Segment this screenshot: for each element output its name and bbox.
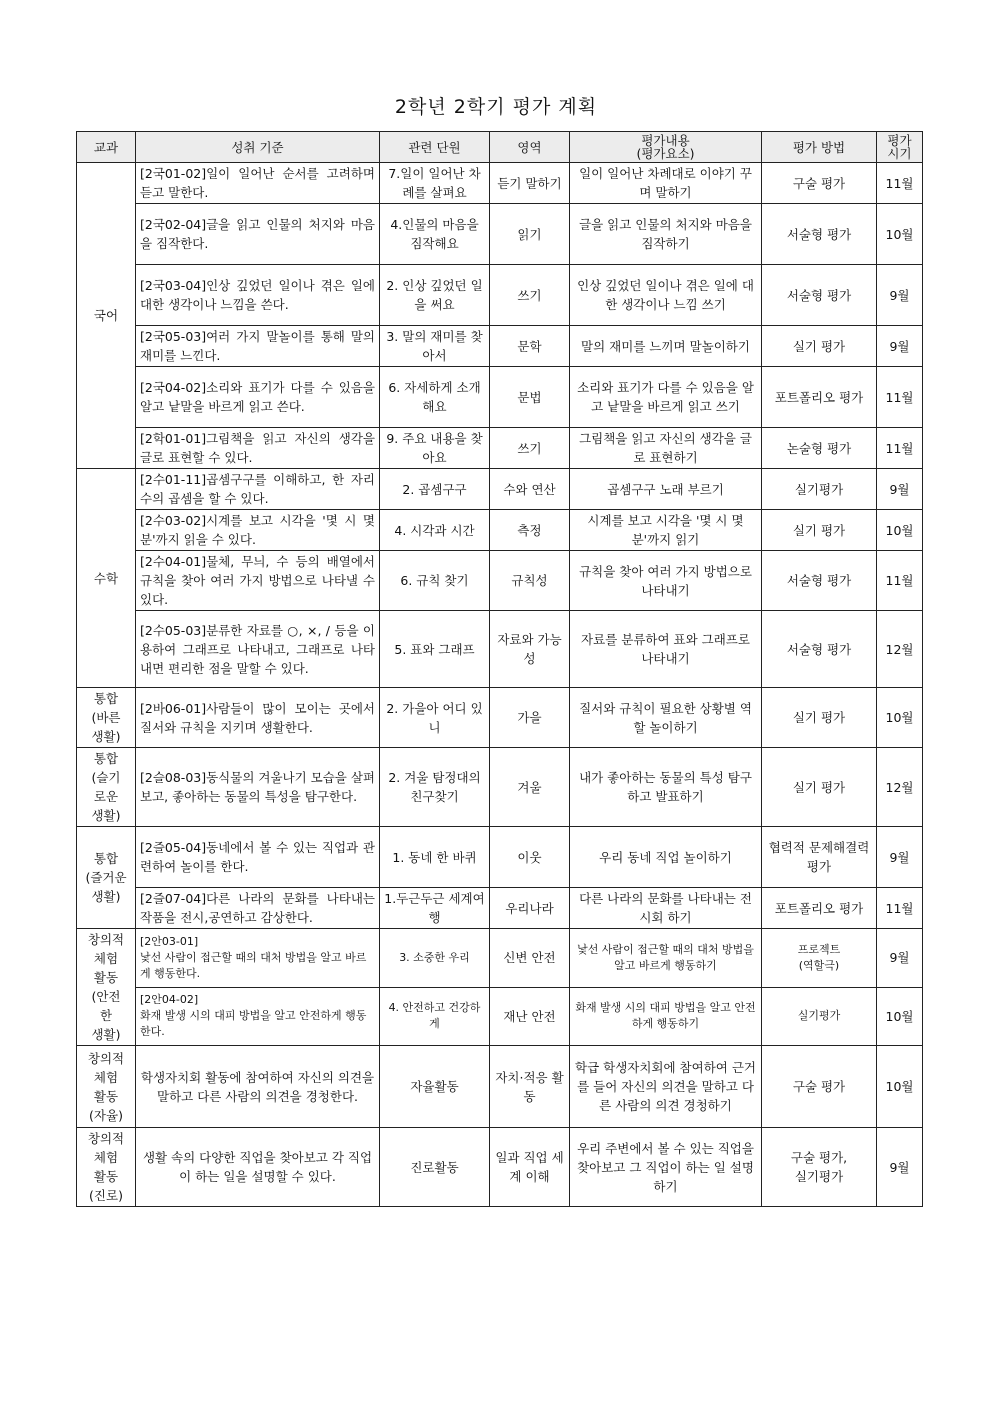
time-cell: 11월 xyxy=(877,888,923,929)
table-row xyxy=(77,326,923,367)
time-cell: 12월 xyxy=(877,748,923,827)
area-cell: 읽기 xyxy=(490,204,570,265)
content-cell: 우리 주변에서 볼 수 있는 직업을 찾아보고 그 직업이 하는 일 설명하기 xyxy=(570,1128,762,1207)
table-row xyxy=(77,888,923,929)
method-cell: 서술형 평가 xyxy=(762,611,877,688)
content-cell: 일이 일어난 차례대로 이야기 꾸며 말하기 xyxy=(570,163,762,204)
content-cell: 학급 학생자치회에 참여하여 근거를 들어 자신의 의견을 말하고 다른 사람의 의견 경청하기 xyxy=(570,1046,762,1128)
method-cell: 구술 평가 xyxy=(762,163,877,204)
standard-cell: [2안04-02] 화재 발생 시의 대피 방법을 알고 안전하게 행동한다. xyxy=(136,987,380,1046)
method-cell: 실기 평가 xyxy=(762,326,877,367)
content-cell: 내가 좋아하는 동물의 특성 탐구하고 발표하기 xyxy=(570,748,762,827)
standard-cell: [2국03-04]인상 깊었던 일이나 겪은 일에 대한 생각이나 느낌을 쓴다. xyxy=(136,265,380,326)
unit-cell: 6. 규칙 찾기 xyxy=(380,551,490,611)
subject-cell: 수학 xyxy=(77,469,136,688)
area-cell: 측정 xyxy=(490,510,570,551)
header-standard: 성취 기준 xyxy=(136,132,380,163)
area-cell: 쓰기 xyxy=(490,265,570,326)
unit-cell: 6. 자세하게 소개해요 xyxy=(380,367,490,428)
standard-cell: [2수01-11]곱셈구구를 이해하고, 한 자리 수의 곱셈을 할 수 있다. xyxy=(136,469,380,510)
area-cell: 일과 직업 세계 이해 xyxy=(490,1128,570,1207)
header-area: 영역 xyxy=(490,132,570,163)
unit-cell: 2. 겨울 탐정대의 친구찾기 xyxy=(380,748,490,827)
unit-cell: 3. 말의 재미를 찾아서 xyxy=(380,326,490,367)
time-cell: 9월 xyxy=(877,1128,923,1207)
table-row xyxy=(77,469,923,510)
table-row xyxy=(77,987,923,1046)
evaluation-plan-table xyxy=(76,131,923,1207)
time-cell: 9월 xyxy=(877,827,923,888)
subject-cell: 통합 (바른 생활) xyxy=(77,688,136,748)
subject-cell: 창의적 체험 활동 (안전 한 생활) xyxy=(77,929,136,1046)
content-cell: 다른 나라의 문화를 나타내는 전시회 하기 xyxy=(570,888,762,929)
table-row xyxy=(77,367,923,428)
area-cell: 문학 xyxy=(490,326,570,367)
method-cell: 실기평가 xyxy=(762,469,877,510)
content-cell: 질서와 규칙이 필요한 상황별 역할 놀이하기 xyxy=(570,688,762,748)
method-cell: 구술 평가 xyxy=(762,1046,877,1128)
area-cell: 자치·적응 활동 xyxy=(490,1046,570,1128)
header-row xyxy=(77,132,923,163)
table-row xyxy=(77,929,923,988)
standard-cell: [2안03-01] 낯선 사람이 접근할 때의 대처 방법을 알고 바르게 행동한다. xyxy=(136,929,380,988)
table-row xyxy=(77,611,923,688)
method-cell: 실기 평가 xyxy=(762,510,877,551)
content-cell: 소리와 표기가 다를 수 있음을 알고 낱말을 바르게 읽고 쓰기 xyxy=(570,367,762,428)
unit-cell: 2. 인상 깊었던 일을 써요 xyxy=(380,265,490,326)
standard-cell: 생활 속의 다양한 직업을 찾아보고 각 직업이 하는 일을 설명할 수 있다. xyxy=(136,1128,380,1207)
unit-cell: 7.일이 일어난 차례를 살펴요 xyxy=(380,163,490,204)
unit-cell: 4. 안전하고 건강하게 xyxy=(380,987,490,1046)
unit-cell: 4.인물의 마음을 짐작해요 xyxy=(380,204,490,265)
time-cell: 9월 xyxy=(877,929,923,988)
unit-cell: 4. 시각과 시간 xyxy=(380,510,490,551)
time-cell: 10월 xyxy=(877,688,923,748)
subject-cell: 국어 xyxy=(77,163,136,469)
content-cell: 곱셈구구 노래 부르기 xyxy=(570,469,762,510)
method-cell: 서술형 평가 xyxy=(762,204,877,265)
table-row xyxy=(77,748,923,827)
subject-cell: 창의적 체험 활동 (진로) xyxy=(77,1128,136,1207)
standard-cell: [2학01-01]그림책을 읽고 자신의 생각을 글로 표현할 수 있다. xyxy=(136,428,380,469)
unit-cell: 2. 곱셈구구 xyxy=(380,469,490,510)
method-cell: 서술형 평가 xyxy=(762,265,877,326)
table-body xyxy=(77,163,923,1207)
unit-cell: 2. 가을아 어디 있니 xyxy=(380,688,490,748)
table-row xyxy=(77,510,923,551)
standard-cell: [2바06-01]사람들이 많이 모이는 곳에서 질서와 규칙을 지키며 생활한다. xyxy=(136,688,380,748)
area-cell: 우리나라 xyxy=(490,888,570,929)
header-unit: 관련 단원 xyxy=(380,132,490,163)
method-cell: 프로젝트 (역할극) xyxy=(762,929,877,988)
subject-cell: 통합 (즐거운 생활) xyxy=(77,827,136,929)
content-cell: 화재 발생 시의 대피 방법을 알고 안전하게 행동하기 xyxy=(570,987,762,1046)
unit-cell: 5. 표와 그래프 xyxy=(380,611,490,688)
time-cell: 9월 xyxy=(877,265,923,326)
area-cell: 가을 xyxy=(490,688,570,748)
time-cell: 10월 xyxy=(877,510,923,551)
standard-cell: [2국01-02]일이 일어난 순서를 고려하며 듣고 말한다. xyxy=(136,163,380,204)
standard-cell: [2수03-02]시계를 보고 시각을 '몇 시 몇 분'까지 읽을 수 있다. xyxy=(136,510,380,551)
content-cell: 우리 동네 직업 놀이하기 xyxy=(570,827,762,888)
table-row xyxy=(77,827,923,888)
time-cell: 10월 xyxy=(877,1046,923,1128)
content-cell: 인상 깊었던 일이나 겪은 일에 대한 생각이나 느낌 쓰기 xyxy=(570,265,762,326)
standard-cell: [2국04-02]소리와 표기가 다를 수 있음을 알고 낱말을 바르게 읽고 쓴다. xyxy=(136,367,380,428)
content-cell: 말의 재미를 느끼며 말놀이하기 xyxy=(570,326,762,367)
method-cell: 구술 평가, 실기평가 xyxy=(762,1128,877,1207)
area-cell: 듣기 말하기 xyxy=(490,163,570,204)
area-cell: 문법 xyxy=(490,367,570,428)
time-cell: 11월 xyxy=(877,367,923,428)
method-cell: 협력적 문제해결력 평가 xyxy=(762,827,877,888)
unit-cell: 3. 소중한 우리 xyxy=(380,929,490,988)
standard-cell: [2수05-03]분류한 자료를 ○, ×, / 등을 이용하여 그래프로 나타내고, 그래프로 나타내면 편리한 점을 말할 수 있다. xyxy=(136,611,380,688)
method-cell: 포트폴리오 평가 xyxy=(762,888,877,929)
time-cell: 11월 xyxy=(877,428,923,469)
standard-cell: [2즐05-04]동네에서 볼 수 있는 직업과 관련하여 놀이를 한다. xyxy=(136,827,380,888)
method-cell: 실기 평가 xyxy=(762,748,877,827)
method-cell: 실기평가 xyxy=(762,987,877,1046)
unit-cell: 1.두근두근 세계여행 xyxy=(380,888,490,929)
time-cell: 10월 xyxy=(877,987,923,1046)
table-row xyxy=(77,1128,923,1207)
content-cell: 그림책을 읽고 자신의 생각을 글로 표현하기 xyxy=(570,428,762,469)
area-cell: 쓰기 xyxy=(490,428,570,469)
time-cell: 9월 xyxy=(877,326,923,367)
method-cell: 포트폴리오 평가 xyxy=(762,367,877,428)
standard-cell: [2국02-04]글을 읽고 인물의 처지와 마음을 짐작한다. xyxy=(136,204,380,265)
area-cell: 재난 안전 xyxy=(490,987,570,1046)
subject-cell: 창의적 체험 활동 (자율) xyxy=(77,1046,136,1128)
area-cell: 이웃 xyxy=(490,827,570,888)
method-cell: 논술형 평가 xyxy=(762,428,877,469)
area-cell: 수와 연산 xyxy=(490,469,570,510)
content-cell: 자료를 분류하여 표와 그래프로 나타내기 xyxy=(570,611,762,688)
content-cell: 낯선 사람이 접근할 때의 대처 방법을 알고 바르게 행동하기 xyxy=(570,929,762,988)
unit-cell: 1. 동네 한 바퀴 xyxy=(380,827,490,888)
unit-cell: 9. 주요 내용을 찾아요 xyxy=(380,428,490,469)
area-cell: 규칙성 xyxy=(490,551,570,611)
content-cell: 규칙을 찾아 여러 가지 방법으로 나타내기 xyxy=(570,551,762,611)
standard-cell: [2수04-01]물체, 무늬, 수 등의 배열에서 규칙을 찾아 여러 가지 방법으로 나타낼 수 있다. xyxy=(136,551,380,611)
standard-cell: [2국05-03]여러 가지 말놀이를 통해 말의 재미를 느낀다. xyxy=(136,326,380,367)
header-method: 평가 방법 xyxy=(762,132,877,163)
area-cell: 겨울 xyxy=(490,748,570,827)
area-cell: 자료와 가능성 xyxy=(490,611,570,688)
table-row xyxy=(77,204,923,265)
method-cell: 서술형 평가 xyxy=(762,551,877,611)
content-cell: 글을 읽고 인물의 처지와 마음을 짐작하기 xyxy=(570,204,762,265)
standard-cell: 학생자치회 활동에 참여하여 자신의 의견을 말하고 다른 사람의 의견을 경청한다. xyxy=(136,1046,380,1128)
standard-cell: [2슬08-03]동식물의 겨울나기 모습을 살펴보고, 좋아하는 동물의 특성을 탐구한다. xyxy=(136,748,380,827)
header-time: 평가 시기 xyxy=(877,132,923,163)
area-cell: 신변 안전 xyxy=(490,929,570,988)
content-cell: 시계를 보고 시각을 '몇 시 몇 분'까지 읽기 xyxy=(570,510,762,551)
header-content: 평가내용 (평가요소) xyxy=(570,132,762,163)
method-cell: 실기 평가 xyxy=(762,688,877,748)
time-cell: 11월 xyxy=(877,163,923,204)
time-cell: 12월 xyxy=(877,611,923,688)
page-title: 2학년 2학기 평가 계획 xyxy=(394,96,598,118)
header-subject: 교과 xyxy=(77,132,136,163)
table-row xyxy=(77,163,923,204)
unit-cell: 진로활동 xyxy=(380,1128,490,1207)
time-cell: 11월 xyxy=(877,551,923,611)
table-row xyxy=(77,551,923,611)
table-row xyxy=(77,428,923,469)
unit-cell: 자율활동 xyxy=(380,1046,490,1128)
subject-cell: 통합 (슬기 로운 생활) xyxy=(77,748,136,827)
standard-cell: [2즐07-04]다른 나라의 문화를 나타내는 작품을 전시,공연하고 감상한다. xyxy=(136,888,380,929)
time-cell: 10월 xyxy=(877,204,923,265)
table-row xyxy=(77,1046,923,1128)
time-cell: 9월 xyxy=(877,469,923,510)
table-row xyxy=(77,265,923,326)
table-row xyxy=(77,688,923,748)
